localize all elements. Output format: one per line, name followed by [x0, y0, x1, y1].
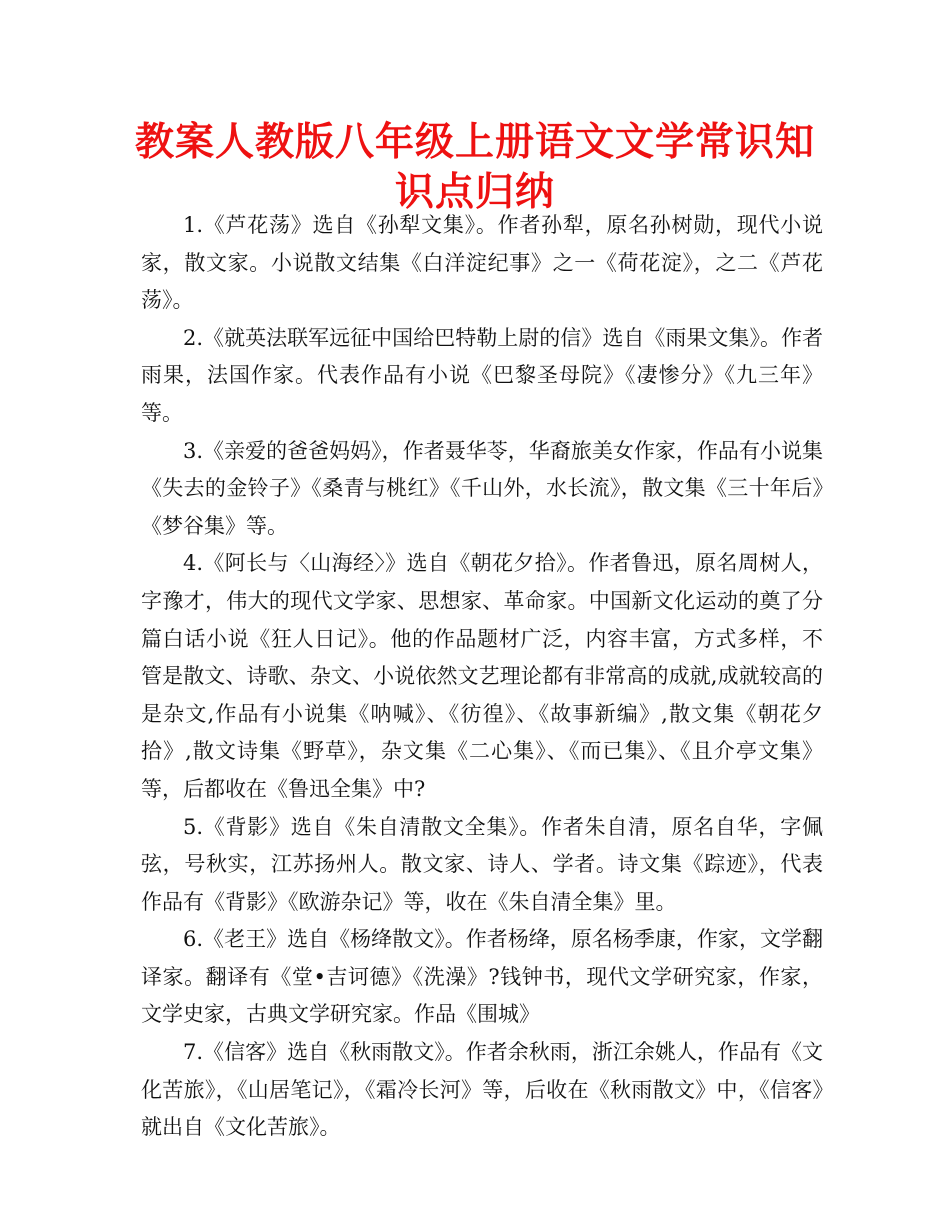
paragraph-1: 1.《芦花荡》选自《孙犁文集》。作者孙犁，原名孙树勋，现代小说家，散文家。小说散文结集《白洋淀纪事》之一《荷花淀》，之二《芦花荡》。 [141, 213, 823, 313]
document-body [141, 207, 823, 1147]
document-title: 教案人教版八年级上册语文文学常识知识点归纳 [134, 120, 815, 215]
paragraph-2: 2.《就英法联军远征中国给巴特勒上尉的信》选自《雨果文集》。作者雨果，法国作家。代表作品有小说《巴黎圣母院》《凄惨分》《九三年》等。 [141, 325, 823, 425]
paragraph-6: 6.《老王》选自《杨绛散文》。作者杨绛，原名杨季康，作家，文学翻译家。翻译有《堂•吉诃德》《洗澡》?钱钟书，现代文学研究家，作家，文学史家，古典文学研究家。作品《围城》 [141, 927, 823, 1027]
paragraph-4: 4.《阿长与〈山海经〉》选自《朝花夕拾》。作者鲁迅，原名周树人，字豫才，伟大的现代文学家、思想家、革命家。中国新文化运动的奠了分篇白话小说《狂人日记》。他的作品题材广泛，内容丰富，方式多样，不管是散文、诗歌、杂文、小说依然文艺理论都有非常高的成就,成就较高的是杂文,作品有小说集《呐喊》、《彷徨》、《故事新编》,散文集《朝花夕拾》,散文诗集《野草》，杂文集《二心集》、《而已集》、《且介亭文集》等，后都收在《鲁迅全集》中? [141, 551, 823, 801]
paragraph-3: 3.《亲爱的爸爸妈妈》，作者聂华苓，华裔旅美女作家，作品有小说集《失去的金铃子》《桑青与桃红》《千山外，水长流》，散文集《三十年后》《梦谷集》等。 [141, 438, 823, 538]
paragraph-5: 5.《背影》选自《朱自清散文全集》。作者朱自清，原名自华，字佩弦，号秋实，江苏扬州人。散文家、诗人、学者。诗文集《踪迹》，代表作品有《背影》《欧游杂记》等，收在《朱自清全集》里。 [141, 814, 823, 914]
paragraph-7: 7.《信客》选自《秋雨散文》。作者余秋雨，浙江余姚人，作品有《文化苦旅》，《山居笔记》，《霜冷长河》等，后收在《秋雨散文》中，《信客》就出自《文化苦旅》。 [141, 1040, 823, 1140]
